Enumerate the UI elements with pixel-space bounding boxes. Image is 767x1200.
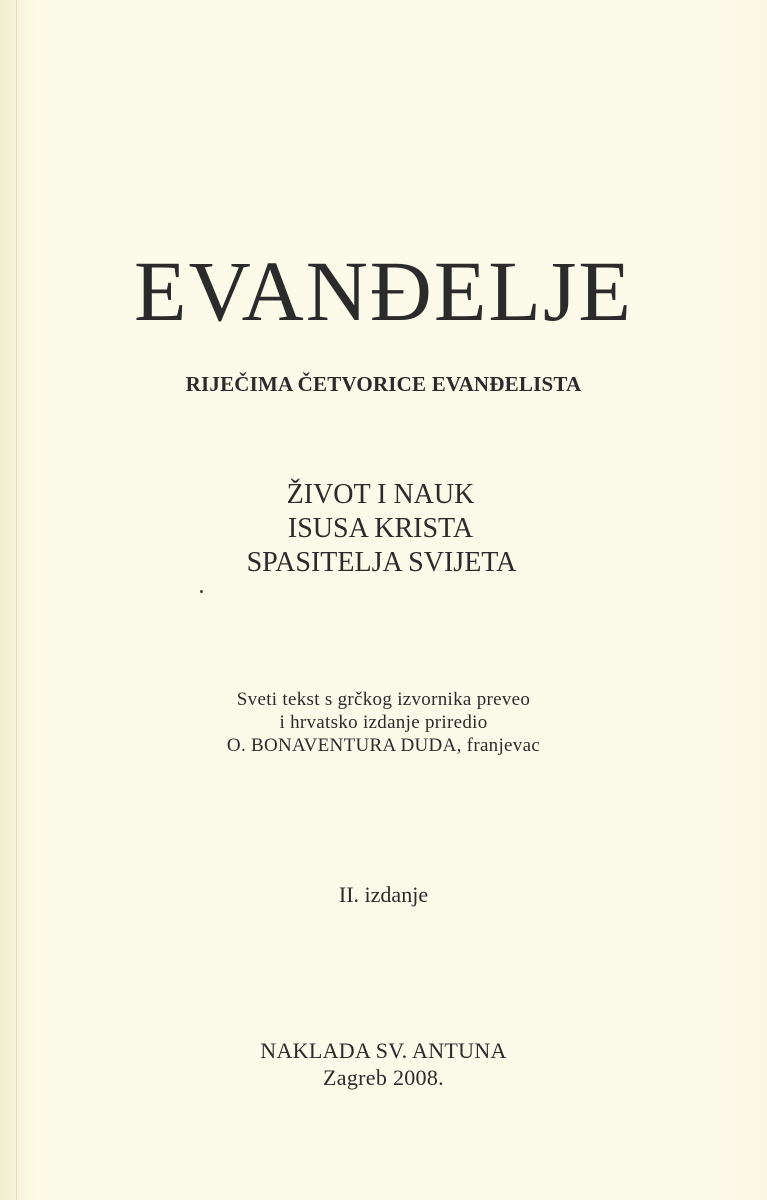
translator-line-1: Sveti tekst s grčkog izvornika preveo bbox=[236, 689, 531, 710]
page-spine-edge bbox=[16, 0, 17, 1200]
edition-label: II. izdanje bbox=[338, 882, 429, 907]
life-line-2: ISUSA KRISTA bbox=[287, 513, 474, 544]
translator-line-3: O. BONAVENTURA DUDA, franjevac bbox=[226, 735, 541, 756]
print-speck bbox=[200, 590, 203, 593]
translator-line-2: i hrvatsko izdanje priredio bbox=[279, 712, 488, 733]
life-line-1: ŽIVOT I NAUK bbox=[286, 479, 475, 510]
publisher-imprint bbox=[0, 1037, 767, 1091]
book-title: EVANĐELJE bbox=[134, 243, 633, 339]
publisher-name: NAKLADA SV. ANTUNA bbox=[260, 1038, 507, 1063]
translator-credit bbox=[0, 688, 767, 757]
life-line-3: SPASITELJA SVIJETA bbox=[246, 547, 517, 578]
publisher-place-year: Zagreb 2008. bbox=[323, 1065, 444, 1090]
life-heading bbox=[0, 478, 767, 580]
book-subtitle: RIJEČIMA ČETVORICE EVANĐELISTA bbox=[185, 372, 582, 396]
